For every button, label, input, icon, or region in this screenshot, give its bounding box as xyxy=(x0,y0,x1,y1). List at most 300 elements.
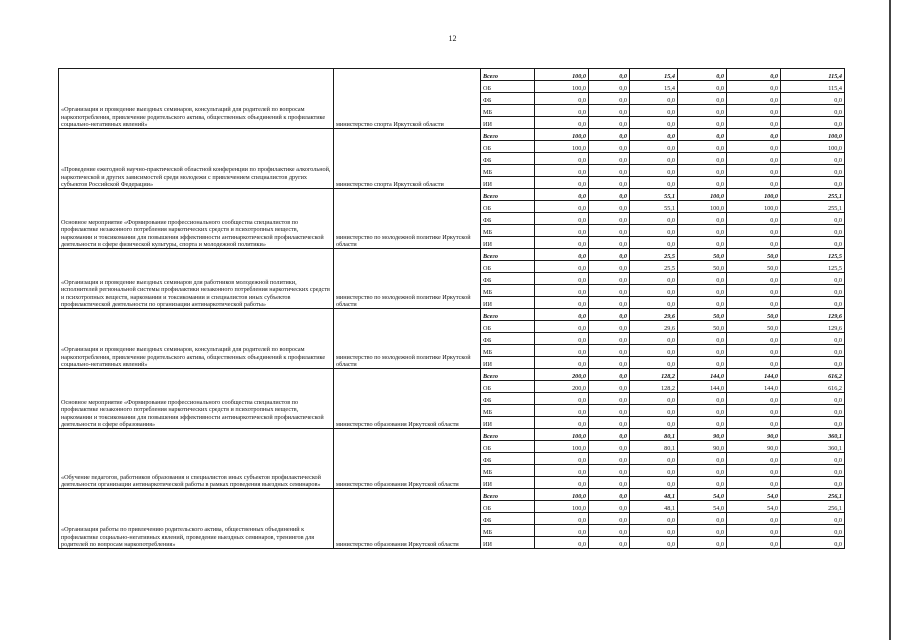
total-value: 0,0 xyxy=(781,465,845,477)
value-col-4: 0,0 xyxy=(678,405,727,417)
value-col-3: 0,0 xyxy=(630,357,678,369)
value-col-5: 0,0 xyxy=(727,357,781,369)
budget-table xyxy=(58,68,845,549)
value-col-2: 0,0 xyxy=(589,189,630,201)
value-col-4: 0,0 xyxy=(678,285,727,297)
total-value: 129,6 xyxy=(781,309,845,321)
total-value: 0,0 xyxy=(781,153,845,165)
value-col-5: 0,0 xyxy=(727,141,781,153)
value-col-4: 0,0 xyxy=(678,333,727,345)
value-col-1: 0,0 xyxy=(535,417,589,429)
funding-source: ИИ xyxy=(481,117,535,129)
value-col-1: 100,0 xyxy=(535,69,589,81)
value-col-5: 0,0 xyxy=(727,417,781,429)
total-value: 256,1 xyxy=(781,489,845,501)
funding-source: Всего xyxy=(481,369,535,381)
funding-source: ОБ xyxy=(481,201,535,213)
value-col-4: 50,0 xyxy=(678,309,727,321)
funding-source: ФБ xyxy=(481,453,535,465)
value-col-2: 0,0 xyxy=(589,285,630,297)
value-col-3: 48,1 xyxy=(630,501,678,513)
value-col-1: 0,0 xyxy=(535,465,589,477)
value-col-4: 0,0 xyxy=(678,477,727,489)
value-col-5: 0,0 xyxy=(727,393,781,405)
value-col-5: 144,0 xyxy=(727,381,781,393)
value-col-4: 0,0 xyxy=(678,345,727,357)
value-col-4: 0,0 xyxy=(678,393,727,405)
value-col-2: 0,0 xyxy=(589,117,630,129)
funding-source: ФБ xyxy=(481,93,535,105)
value-col-2: 0,0 xyxy=(589,381,630,393)
value-col-1: 0,0 xyxy=(535,321,589,333)
total-value: 0,0 xyxy=(781,225,845,237)
value-col-5: 0,0 xyxy=(727,453,781,465)
funding-source: ИИ xyxy=(481,357,535,369)
value-col-2: 0,0 xyxy=(589,237,630,249)
value-col-1: 0,0 xyxy=(535,309,589,321)
value-col-2: 0,0 xyxy=(589,525,630,537)
total-value: 0,0 xyxy=(781,213,845,225)
activity-description: «Обучение педагогов, работников образования и специалистов иных субъектов профилактической деятельности организации антинаркотической работы в рамках проведения выездных семинаров» xyxy=(59,429,334,489)
funding-source: ОБ xyxy=(481,141,535,153)
value-col-5: 50,0 xyxy=(727,309,781,321)
value-col-4: 54,0 xyxy=(678,501,727,513)
value-col-2: 0,0 xyxy=(589,537,630,549)
funding-source: МБ xyxy=(481,525,535,537)
value-col-5: 0,0 xyxy=(727,525,781,537)
value-col-2: 0,0 xyxy=(589,489,630,501)
value-col-3: 0,0 xyxy=(630,141,678,153)
value-col-4: 0,0 xyxy=(678,237,727,249)
value-col-3: 0,0 xyxy=(630,393,678,405)
funding-source: ИИ xyxy=(481,177,535,189)
value-col-1: 0,0 xyxy=(535,345,589,357)
funding-source: МБ xyxy=(481,345,535,357)
value-col-3: 0,0 xyxy=(630,297,678,309)
funding-source: ФБ xyxy=(481,513,535,525)
funding-source: Всего xyxy=(481,249,535,261)
table-row xyxy=(59,69,845,81)
responsible-executor: министерство по молодежной политике Иркутской области xyxy=(334,309,481,369)
value-col-2: 0,0 xyxy=(589,177,630,189)
value-col-1: 0,0 xyxy=(535,333,589,345)
value-col-4: 0,0 xyxy=(678,273,727,285)
total-value: 0,0 xyxy=(781,105,845,117)
value-col-5: 144,0 xyxy=(727,369,781,381)
value-col-5: 0,0 xyxy=(727,117,781,129)
value-col-3: 0,0 xyxy=(630,513,678,525)
value-col-4: 0,0 xyxy=(678,129,727,141)
value-col-3: 0,0 xyxy=(630,105,678,117)
value-col-4: 0,0 xyxy=(678,417,727,429)
value-col-2: 0,0 xyxy=(589,393,630,405)
funding-source: МБ xyxy=(481,405,535,417)
value-col-1: 0,0 xyxy=(535,93,589,105)
total-value: 0,0 xyxy=(781,297,845,309)
total-value: 129,6 xyxy=(781,321,845,333)
value-col-3: 0,0 xyxy=(630,165,678,177)
value-col-5: 0,0 xyxy=(727,405,781,417)
value-col-3: 0,0 xyxy=(630,477,678,489)
value-col-1: 100,0 xyxy=(535,429,589,441)
funding-source: Всего xyxy=(481,429,535,441)
value-col-1: 0,0 xyxy=(535,513,589,525)
value-col-4: 50,0 xyxy=(678,321,727,333)
value-col-1: 0,0 xyxy=(535,213,589,225)
total-value: 125,5 xyxy=(781,249,845,261)
total-value: 0,0 xyxy=(781,513,845,525)
value-col-5: 0,0 xyxy=(727,273,781,285)
funding-source: ФБ xyxy=(481,213,535,225)
funding-source: ОБ xyxy=(481,261,535,273)
value-col-3: 55,1 xyxy=(630,201,678,213)
value-col-5: 50,0 xyxy=(727,249,781,261)
value-col-1: 100,0 xyxy=(535,441,589,453)
value-col-5: 0,0 xyxy=(727,345,781,357)
value-col-3: 0,0 xyxy=(630,273,678,285)
funding-source: ФБ xyxy=(481,273,535,285)
value-col-4: 0,0 xyxy=(678,93,727,105)
total-value: 0,0 xyxy=(781,177,845,189)
value-col-4: 0,0 xyxy=(678,177,727,189)
value-col-2: 0,0 xyxy=(589,357,630,369)
value-col-5: 90,0 xyxy=(727,441,781,453)
value-col-2: 0,0 xyxy=(589,369,630,381)
value-col-5: 0,0 xyxy=(727,129,781,141)
value-col-3: 0,0 xyxy=(630,93,678,105)
value-col-1: 0,0 xyxy=(535,165,589,177)
value-col-5: 0,0 xyxy=(727,537,781,549)
value-col-1: 0,0 xyxy=(535,537,589,549)
value-col-1: 0,0 xyxy=(535,261,589,273)
value-col-2: 0,0 xyxy=(589,417,630,429)
total-value: 0,0 xyxy=(781,525,845,537)
value-col-3: 25,5 xyxy=(630,249,678,261)
funding-source: МБ xyxy=(481,285,535,297)
value-col-5: 100,0 xyxy=(727,201,781,213)
total-value: 0,0 xyxy=(781,453,845,465)
activity-description: «Организация и проведение выездных семинаров, консультаций для родителей по вопросам наркопотребления, привлечение родительского актива, общественных объединений к профилактике социально-негативных явлений» xyxy=(59,69,334,129)
value-col-2: 0,0 xyxy=(589,441,630,453)
total-value: 255,1 xyxy=(781,201,845,213)
value-col-5: 0,0 xyxy=(727,513,781,525)
value-col-1: 0,0 xyxy=(535,525,589,537)
value-col-1: 0,0 xyxy=(535,201,589,213)
value-col-4: 90,0 xyxy=(678,429,727,441)
responsible-executor: министерство по молодежной политике Иркутской области xyxy=(334,249,481,309)
value-col-5: 0,0 xyxy=(727,165,781,177)
total-value: 616,2 xyxy=(781,369,845,381)
value-col-2: 0,0 xyxy=(589,309,630,321)
funding-source: МБ xyxy=(481,225,535,237)
value-col-2: 0,0 xyxy=(589,105,630,117)
value-col-1: 0,0 xyxy=(535,297,589,309)
funding-source: Всего xyxy=(481,189,535,201)
activity-description: Основное мероприятие «Формирование профессионального сообщества специалистов по профилактике незаконного потребления наркотических средств и психотропных веществ, наркомании и токсикомании для повышения эффективности антинаркотической профилактической деятельности в сфере образования» xyxy=(59,369,334,429)
value-col-1: 0,0 xyxy=(535,405,589,417)
table-row xyxy=(59,309,845,321)
value-col-1: 0,0 xyxy=(535,105,589,117)
value-col-1: 100,0 xyxy=(535,489,589,501)
value-col-1: 100,0 xyxy=(535,129,589,141)
total-value: 360,1 xyxy=(781,429,845,441)
value-col-5: 0,0 xyxy=(727,105,781,117)
value-col-2: 0,0 xyxy=(589,405,630,417)
total-value: 0,0 xyxy=(781,165,845,177)
value-col-3: 0,0 xyxy=(630,237,678,249)
value-col-4: 0,0 xyxy=(678,141,727,153)
value-col-1: 0,0 xyxy=(535,249,589,261)
value-col-3: 0,0 xyxy=(630,453,678,465)
value-col-4: 50,0 xyxy=(678,261,727,273)
value-col-3: 0,0 xyxy=(630,537,678,549)
value-col-5: 0,0 xyxy=(727,297,781,309)
table-row xyxy=(59,129,845,141)
total-value: 115,4 xyxy=(781,81,845,93)
funding-source: МБ xyxy=(481,465,535,477)
value-col-3: 0,0 xyxy=(630,417,678,429)
value-col-4: 0,0 xyxy=(678,153,727,165)
value-col-2: 0,0 xyxy=(589,213,630,225)
value-col-2: 0,0 xyxy=(589,165,630,177)
value-col-4: 0,0 xyxy=(678,537,727,549)
value-col-1: 0,0 xyxy=(535,477,589,489)
value-col-1: 0,0 xyxy=(535,285,589,297)
value-col-3: 48,1 xyxy=(630,489,678,501)
value-col-2: 0,0 xyxy=(589,501,630,513)
value-col-1: 0,0 xyxy=(535,153,589,165)
value-col-2: 0,0 xyxy=(589,141,630,153)
value-col-1: 0,0 xyxy=(535,237,589,249)
table-row xyxy=(59,369,845,381)
value-col-2: 0,0 xyxy=(589,69,630,81)
value-col-3: 128,2 xyxy=(630,369,678,381)
value-col-2: 0,0 xyxy=(589,429,630,441)
responsible-executor: министерство образования Иркутской области xyxy=(334,489,481,549)
value-col-5: 0,0 xyxy=(727,225,781,237)
table-body xyxy=(59,69,845,549)
total-value: 0,0 xyxy=(781,537,845,549)
activity-description: «Организация и проведение выездных семинаров, консультаций для родителей по вопросам наркопотребления, привлечение родительского актива, общественных объединений к профилактике социально-негативных явлений» xyxy=(59,309,334,369)
total-value: 360,1 xyxy=(781,441,845,453)
funding-source: ОБ xyxy=(481,321,535,333)
total-value: 0,0 xyxy=(781,393,845,405)
value-col-2: 0,0 xyxy=(589,261,630,273)
value-col-4: 50,0 xyxy=(678,249,727,261)
value-col-1: 200,0 xyxy=(535,369,589,381)
value-col-4: 0,0 xyxy=(678,225,727,237)
value-col-5: 0,0 xyxy=(727,81,781,93)
value-col-3: 80,1 xyxy=(630,429,678,441)
value-col-4: 0,0 xyxy=(678,453,727,465)
value-col-3: 15,4 xyxy=(630,69,678,81)
value-col-3: 0,0 xyxy=(630,129,678,141)
value-col-2: 0,0 xyxy=(589,321,630,333)
value-col-2: 0,0 xyxy=(589,81,630,93)
total-value: 0,0 xyxy=(781,333,845,345)
funding-source: ФБ xyxy=(481,153,535,165)
value-col-3: 0,0 xyxy=(630,405,678,417)
funding-source: Всего xyxy=(481,129,535,141)
value-col-3: 55,1 xyxy=(630,189,678,201)
value-col-1: 100,0 xyxy=(535,81,589,93)
activity-description: «Организация работы по привлечению родительского актива, общественных объединений к профилактике социально-негативных явлений, проведение выездных семинаров, тренингов для родителей по вопросам наркопотребления» xyxy=(59,489,334,549)
value-col-5: 90,0 xyxy=(727,429,781,441)
table-row xyxy=(59,429,845,441)
value-col-5: 0,0 xyxy=(727,93,781,105)
value-col-4: 0,0 xyxy=(678,81,727,93)
total-value: 0,0 xyxy=(781,285,845,297)
value-col-3: 0,0 xyxy=(630,345,678,357)
value-col-3: 0,0 xyxy=(630,465,678,477)
total-value: 0,0 xyxy=(781,405,845,417)
funding-source: Всего xyxy=(481,69,535,81)
value-col-1: 0,0 xyxy=(535,177,589,189)
value-col-5: 100,0 xyxy=(727,189,781,201)
value-col-4: 0,0 xyxy=(678,105,727,117)
value-col-4: 54,0 xyxy=(678,489,727,501)
value-col-5: 0,0 xyxy=(727,477,781,489)
value-col-5: 0,0 xyxy=(727,237,781,249)
value-col-2: 0,0 xyxy=(589,345,630,357)
value-col-3: 0,0 xyxy=(630,333,678,345)
value-col-1: 0,0 xyxy=(535,273,589,285)
value-col-4: 0,0 xyxy=(678,69,727,81)
value-col-3: 0,0 xyxy=(630,225,678,237)
value-col-2: 0,0 xyxy=(589,297,630,309)
funding-source: ИИ xyxy=(481,477,535,489)
value-col-4: 0,0 xyxy=(678,297,727,309)
value-col-2: 0,0 xyxy=(589,477,630,489)
value-col-2: 0,0 xyxy=(589,93,630,105)
funding-source: ИИ xyxy=(481,417,535,429)
total-value: 255,1 xyxy=(781,189,845,201)
value-col-2: 0,0 xyxy=(589,249,630,261)
value-col-2: 0,0 xyxy=(589,333,630,345)
activity-description: «Организация и проведение выездных семинаров для работников молодежной политики, исполнителей региональной системы профилактики незаконного потребления наркотических средств и психотропных веществ, наркомании и токсикомании и специалистов иных субъектов профилактической деятельности по организации антинаркотической работы» xyxy=(59,249,334,309)
table-row xyxy=(59,249,845,261)
value-col-2: 0,0 xyxy=(589,513,630,525)
value-col-4: 0,0 xyxy=(678,117,727,129)
value-col-2: 0,0 xyxy=(589,465,630,477)
funding-source: ОБ xyxy=(481,501,535,513)
total-value: 0,0 xyxy=(781,273,845,285)
value-col-3: 0,0 xyxy=(630,525,678,537)
value-col-2: 0,0 xyxy=(589,453,630,465)
value-col-5: 0,0 xyxy=(727,213,781,225)
value-col-5: 0,0 xyxy=(727,177,781,189)
funding-source: ИИ xyxy=(481,237,535,249)
table-row xyxy=(59,189,845,201)
value-col-3: 128,2 xyxy=(630,381,678,393)
value-col-1: 100,0 xyxy=(535,141,589,153)
funding-source: МБ xyxy=(481,165,535,177)
total-value: 0,0 xyxy=(781,117,845,129)
activity-description: «Проведение ежегодной научно-практической областной конференции по профилактике алкогольной, наркотической и других зависимостей среди молодежи с привлечением специалистов других субъектов Российской Федерации» xyxy=(59,129,334,189)
value-col-5: 50,0 xyxy=(727,261,781,273)
table-row xyxy=(59,489,845,501)
value-col-1: 0,0 xyxy=(535,189,589,201)
total-value: 0,0 xyxy=(781,93,845,105)
value-col-4: 0,0 xyxy=(678,165,727,177)
value-col-5: 0,0 xyxy=(727,333,781,345)
value-col-4: 0,0 xyxy=(678,357,727,369)
value-col-4: 0,0 xyxy=(678,525,727,537)
value-col-1: 0,0 xyxy=(535,357,589,369)
responsible-executor: министерство спорта Иркутской области xyxy=(334,69,481,129)
value-col-5: 0,0 xyxy=(727,465,781,477)
total-value: 0,0 xyxy=(781,237,845,249)
value-col-1: 0,0 xyxy=(535,453,589,465)
value-col-1: 0,0 xyxy=(535,117,589,129)
responsible-executor: министерство образования Иркутской области xyxy=(334,369,481,429)
total-value: 100,0 xyxy=(781,141,845,153)
value-col-1: 200,0 xyxy=(535,381,589,393)
page-edge-line xyxy=(889,0,891,640)
funding-source: ОБ xyxy=(481,381,535,393)
value-col-3: 29,6 xyxy=(630,321,678,333)
value-col-4: 100,0 xyxy=(678,189,727,201)
value-col-5: 54,0 xyxy=(727,489,781,501)
responsible-executor: министерство спорта Иркутской области xyxy=(334,129,481,189)
funding-source: ОБ xyxy=(481,441,535,453)
activity-description: Основное мероприятие «Формирование профессионального сообщества специалистов по профилактике незаконного потребления наркотических средств и психотропных веществ, наркомании и токсикомании для повышения эффективности антинаркотической профилактической деятельности в сфере физической культуры, спорта и молодежной политики» xyxy=(59,189,334,249)
page-number: 12 xyxy=(448,34,457,43)
responsible-executor: министерство образования Иркутской области xyxy=(334,429,481,489)
value-col-5: 0,0 xyxy=(727,285,781,297)
value-col-3: 0,0 xyxy=(630,213,678,225)
value-col-2: 0,0 xyxy=(589,129,630,141)
value-col-3: 0,0 xyxy=(630,285,678,297)
responsible-executor: министерство по молодежной политике Иркутской области xyxy=(334,189,481,249)
funding-source: Всего xyxy=(481,489,535,501)
funding-source: МБ xyxy=(481,105,535,117)
value-col-2: 0,0 xyxy=(589,201,630,213)
total-value: 256,1 xyxy=(781,501,845,513)
funding-source: ИИ xyxy=(481,537,535,549)
value-col-3: 0,0 xyxy=(630,117,678,129)
value-col-3: 80,1 xyxy=(630,441,678,453)
value-col-3: 15,4 xyxy=(630,81,678,93)
value-col-3: 0,0 xyxy=(630,177,678,189)
value-col-4: 0,0 xyxy=(678,465,727,477)
value-col-1: 100,0 xyxy=(535,501,589,513)
total-value: 100,0 xyxy=(781,129,845,141)
value-col-5: 0,0 xyxy=(727,153,781,165)
total-value: 616,2 xyxy=(781,381,845,393)
total-value: 0,0 xyxy=(781,357,845,369)
value-col-4: 100,0 xyxy=(678,201,727,213)
total-value: 0,0 xyxy=(781,477,845,489)
funding-source: ФБ xyxy=(481,333,535,345)
value-col-4: 90,0 xyxy=(678,441,727,453)
total-value: 0,0 xyxy=(781,345,845,357)
value-col-3: 25,5 xyxy=(630,261,678,273)
value-col-1: 0,0 xyxy=(535,393,589,405)
total-value: 125,5 xyxy=(781,261,845,273)
value-col-1: 0,0 xyxy=(535,225,589,237)
total-value: 0,0 xyxy=(781,417,845,429)
value-col-3: 0,0 xyxy=(630,153,678,165)
funding-source: ИИ xyxy=(481,297,535,309)
funding-source: ОБ xyxy=(481,81,535,93)
value-col-3: 29,6 xyxy=(630,309,678,321)
value-col-5: 0,0 xyxy=(727,69,781,81)
value-col-4: 0,0 xyxy=(678,513,727,525)
value-col-2: 0,0 xyxy=(589,153,630,165)
value-col-5: 50,0 xyxy=(727,321,781,333)
funding-source: ФБ xyxy=(481,393,535,405)
